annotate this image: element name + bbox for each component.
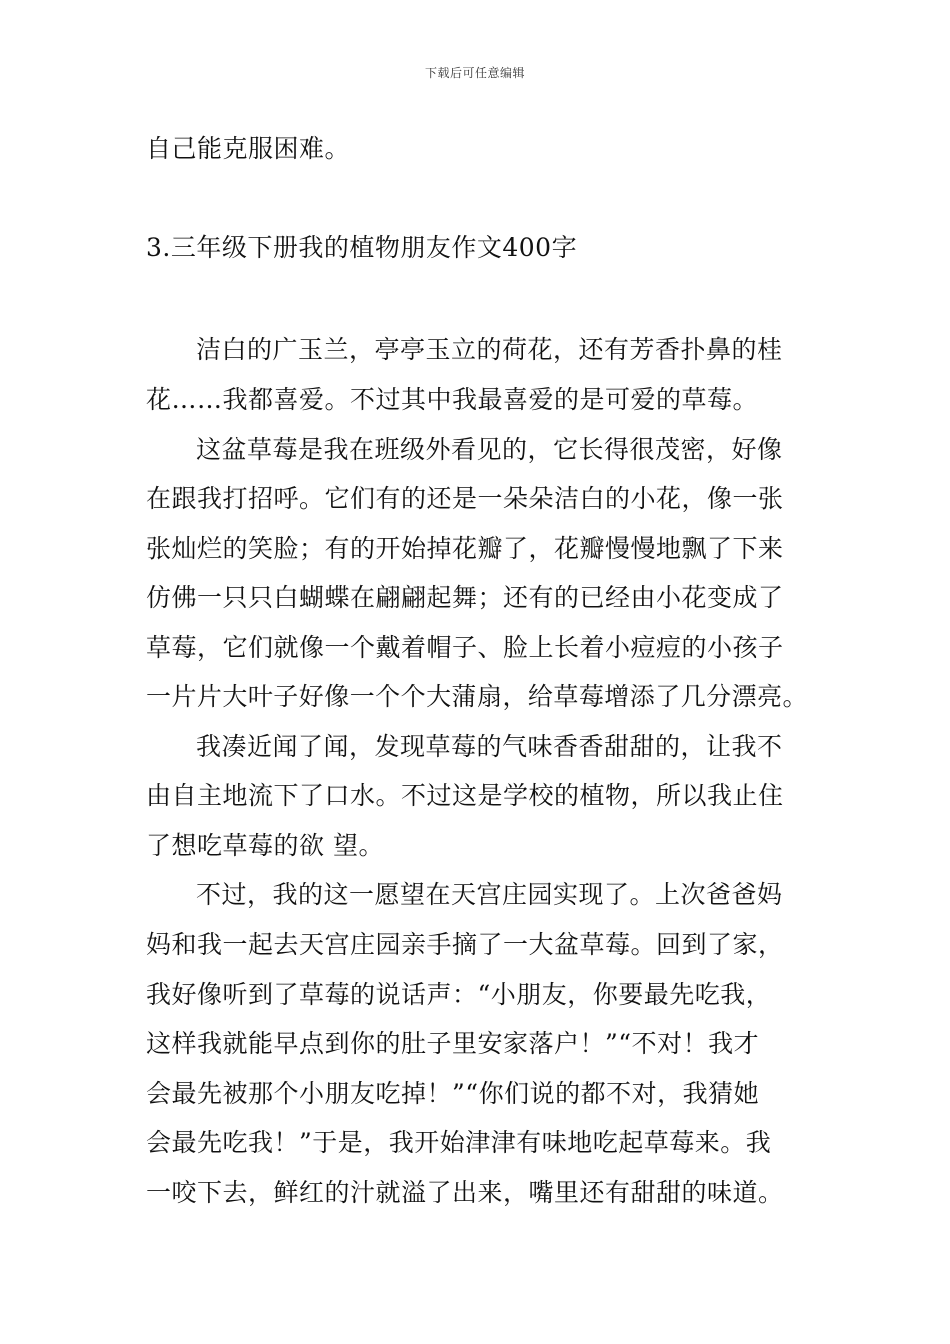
paragraph-4-line-4: 这样我就能早点到你的肚子里安家落户！”“不对！我才	[146, 1029, 760, 1058]
section-heading: 3.三年级下册我的植物朋友作文400字	[146, 233, 578, 262]
paragraph-3-line-3: 了想吃草莓的欲 望。	[146, 831, 384, 860]
paragraph-3-line-2: 由自主地流下了口水。不过这是学校的植物，所以我止住	[146, 781, 784, 810]
paragraph-2-line-2: 在跟我打招呼。它们有的还是一朵朵洁白的小花，像一张	[146, 484, 784, 513]
page-header-watermark: 下载后可任意编辑	[424, 66, 525, 80]
paragraph-4-line-6: 会最先吃我！”于是，我开始津津有味地吃起草莓来。我	[146, 1128, 772, 1157]
paragraph-4-line-3: 我好像听到了草莓的说话声：“小朋友，你要最先吃我，	[146, 980, 772, 1009]
paragraph-2-line-4: 仿佛一只只白蝴蝶在翩翩起舞；还有的已经由小花变成了	[146, 583, 784, 612]
paragraph-4-line-2: 妈和我一起去天宫庄园亲手摘了一大盆草莓。回到了家，	[146, 930, 784, 959]
paragraph-1-line-1: 洁白的广玉兰，亭亭玉立的荷花，还有芳香扑鼻的桂	[196, 335, 783, 364]
closing-line-previous-essay: 自己能克服困难。	[146, 134, 351, 163]
paragraph-2-line-6: 一片片大叶子好像一个个大蒲扇，给草莓增添了几分漂亮。	[146, 682, 809, 711]
paragraph-2-line-1: 这盆草莓是我在班级外看见的，它长得很茂密，好像	[196, 435, 783, 464]
paragraph-4-line-7: 一咬下去，鲜红的汁就溢了出来，嘴里还有甜甜的味道。	[146, 1178, 784, 1207]
paragraph-2-line-3: 张灿烂的笑脸；有的开始掉花瓣了，花瓣慢慢地飘了下来	[146, 534, 784, 563]
paragraph-3-line-1: 我凑近闻了闻，发现草莓的气味香香甜甜的，让我不	[196, 732, 783, 761]
paragraph-2-line-5: 草莓，它们就像一个戴着帽子、脸上长着小痘痘的小孩子	[146, 633, 784, 662]
paragraph-4-line-5: 会最先被那个小朋友吃掉！”“你们说的都不对，我猜她	[146, 1079, 760, 1108]
paragraph-4-line-1: 不过，我的这一愿望在天宫庄园实现了。上次爸爸妈	[196, 880, 783, 909]
paragraph-1-line-2: 花……我都喜爱。不过其中我最喜爱的是可爱的草莓。	[146, 385, 759, 414]
